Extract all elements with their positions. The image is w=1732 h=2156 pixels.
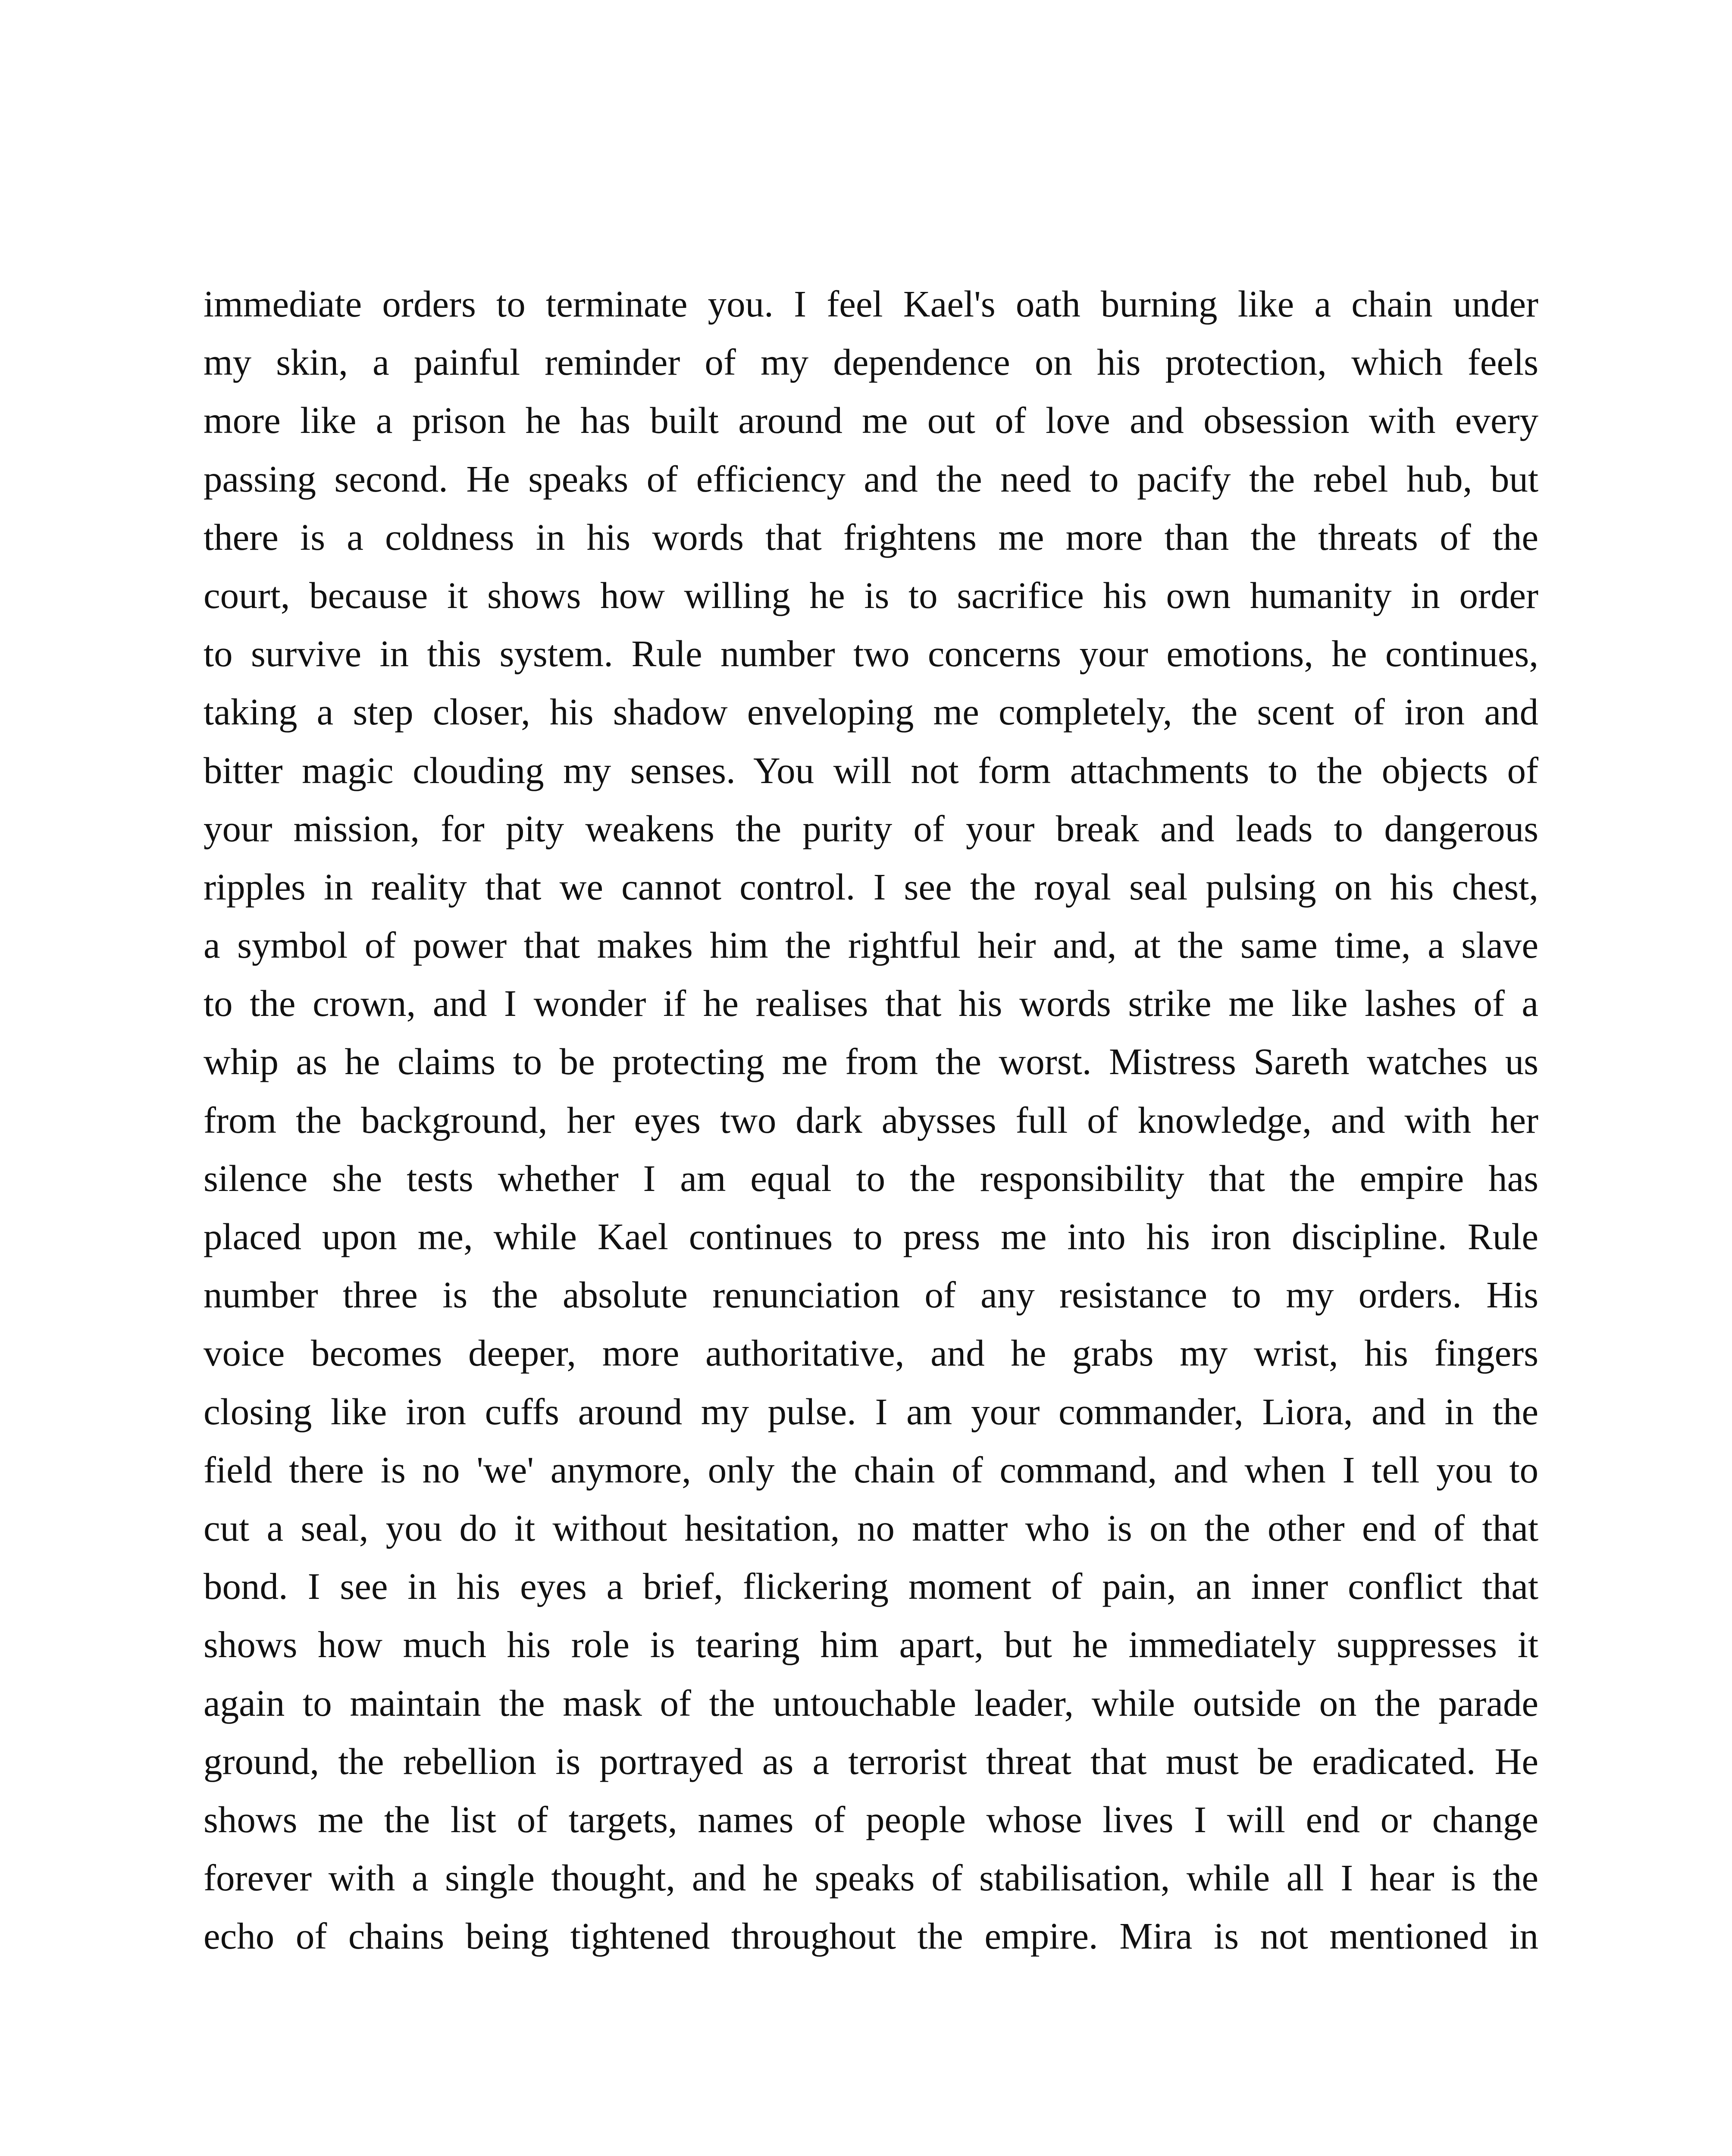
- text-line: shows me the list of targets, names of people whose lives I will end or change: [204, 1798, 1538, 1840]
- text-line: silence she tests whether I am equal to the responsibility that the empire has: [204, 1157, 1538, 1199]
- body-text: [204, 275, 1538, 1965]
- text-line: my skin, a painful reminder of my dependence on his protection, which feels: [204, 341, 1538, 383]
- text-line: again to maintain the mask of the untouchable leader, while outside on the parade: [204, 1682, 1538, 1724]
- text-line: a symbol of power that makes him the rightful heir and, at the same time, a slave: [204, 924, 1538, 966]
- text-line: bitter magic clouding my senses. You will not form attachments to the objects of: [204, 749, 1538, 791]
- text-line: field there is no 'we' anymore, only the chain of command, and when I tell you to: [204, 1448, 1538, 1491]
- text-line: whip as he claims to be protecting me from the worst. Mistress Sareth watches us: [204, 1040, 1538, 1083]
- text-line: closing like iron cuffs around my pulse. I am your commander, Liora, and in the: [204, 1390, 1538, 1432]
- text-line: echo of chains being tightened throughout the empire. Mira is not mentioned in: [204, 1915, 1538, 1957]
- text-line: court, because it shows how willing he is to sacrifice his own humanity in order: [204, 574, 1538, 616]
- text-line: to the crown, and I wonder if he realises that his words strike me like lashes of a: [204, 982, 1538, 1025]
- text-line: more like a prison he has built around me out of love and obsession with every: [204, 399, 1538, 442]
- text-line: bond. I see in his eyes a brief, flickering moment of pain, an inner conflict that: [204, 1565, 1538, 1608]
- text-line: forever with a single thought, and he speaks of stabilisation, while all I hear is the: [204, 1857, 1538, 1899]
- text-line: taking a step closer, his shadow enveloping me completely, the scent of iron and: [204, 691, 1538, 733]
- text-line: number three is the absolute renunciation of any resistance to my orders. His: [204, 1274, 1538, 1316]
- text-line: there is a coldness in his words that frightens me more than the threats of the: [204, 516, 1538, 558]
- text-line: shows how much his role is tearing him apart, but he immediately suppresses it: [204, 1623, 1538, 1666]
- text-line: your mission, for pity weakens the purity of your break and leads to dangerous: [204, 807, 1538, 849]
- text-line: immediate orders to terminate you. I feel Kael's oath burning like a chain under: [204, 283, 1538, 325]
- text-line: to survive in this system. Rule number two concerns your emotions, he continues,: [204, 633, 1538, 675]
- text-line: from the background, her eyes two dark abysses full of knowledge, and with her: [204, 1099, 1538, 1141]
- text-line: ripples in reality that we cannot control. I see the royal seal pulsing on his chest,: [204, 865, 1538, 908]
- text-line: passing second. He speaks of efficiency and the need to pacify the rebel hub, but: [204, 458, 1538, 500]
- text-line: cut a seal, you do it without hesitation, no matter who is on the other end of that: [204, 1507, 1538, 1549]
- text-line: placed upon me, while Kael continues to press me into his iron discipline. Rule: [204, 1216, 1538, 1257]
- text-line: ground, the rebellion is portrayed as a terrorist threat that must be eradicated. He: [204, 1740, 1538, 1782]
- text-line: voice becomes deeper, more authoritative, and he grabs my wrist, his fingers: [204, 1332, 1538, 1374]
